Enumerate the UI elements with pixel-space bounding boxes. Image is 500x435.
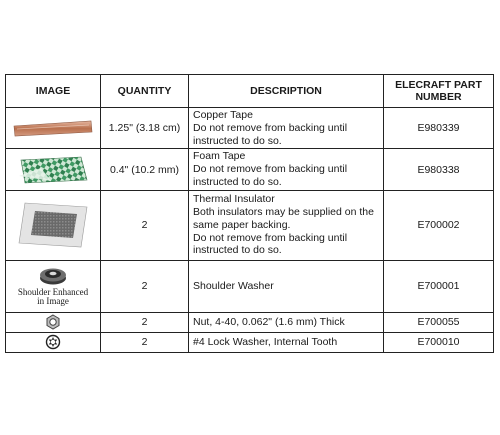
table-row [6, 260, 494, 312]
part-number-cell: E980338 [384, 149, 494, 190]
image-cell [6, 260, 101, 312]
table-row [6, 190, 494, 260]
description-line: Shoulder Washer [193, 279, 274, 292]
header-image: IMAGE [6, 75, 101, 108]
image-cell [6, 108, 101, 149]
image-cell [6, 190, 101, 260]
image-cell [6, 332, 101, 352]
table-row [6, 332, 494, 352]
image-cell [6, 312, 101, 332]
description-cell [189, 312, 384, 332]
thermal-insulator-icon [11, 197, 95, 253]
lock-washer-icon [45, 334, 61, 350]
image-caption-line: Shoulder Enhanced [17, 286, 89, 297]
description-line: Nut, 4-40, 0.062" (1.6 mm) Thick [193, 315, 345, 328]
quantity-cell: 2 [101, 312, 189, 332]
table-row [6, 108, 494, 149]
parts-table [5, 74, 494, 353]
table-row [6, 149, 494, 190]
quantity-cell: 2 [101, 190, 189, 260]
description-cell [189, 260, 384, 312]
foam-tape-icon [11, 154, 95, 186]
description-cell [189, 108, 384, 149]
description-cell [189, 149, 384, 190]
description-line: Do not remove from backing until instructed to do so. [193, 121, 348, 147]
table-header-row [6, 75, 494, 108]
quantity-cell: 2 [101, 260, 189, 312]
description-line: #4 Lock Washer, Internal Tooth [193, 335, 338, 348]
shoulder-washer-icon [38, 266, 68, 286]
image-caption [10, 288, 96, 307]
description-cell [189, 332, 384, 352]
description-line: Do not remove from backing until instructed to do so. [193, 163, 348, 188]
image-cell [6, 149, 101, 190]
part-number-cell: E700010 [384, 332, 494, 352]
description-line: Foam Tape [193, 150, 246, 163]
description-line: Do not remove from backing until instructed to do so. [193, 231, 348, 257]
part-number-cell: E700002 [384, 190, 494, 260]
table-row [6, 312, 494, 332]
hex-nut-icon [45, 314, 61, 330]
description-line: Copper Tape [193, 109, 253, 121]
header-description: DESCRIPTION [189, 75, 384, 108]
header-part-number-line1: ELECRAFT PART [395, 78, 482, 91]
quantity-cell: 1.25" (3.18 cm) [101, 108, 189, 149]
quantity-cell: 2 [101, 332, 189, 352]
part-number-cell: E980339 [384, 108, 494, 149]
header-quantity: QUANTITY [101, 75, 189, 108]
header-part-number-line2: NUMBER [415, 91, 462, 103]
description-cell [189, 190, 384, 260]
part-number-cell: E700001 [384, 260, 494, 312]
copper-tape-icon [11, 117, 95, 139]
image-caption-line: in Image [37, 296, 69, 307]
quantity-cell: 0.4" (10.2 mm) [101, 149, 189, 190]
description-line: Both insulators may be supplied on the same paper backing. [193, 206, 374, 231]
part-number-cell: E700055 [384, 312, 494, 332]
description-line: Thermal Insulator [193, 193, 275, 206]
header-part-number [384, 75, 494, 108]
